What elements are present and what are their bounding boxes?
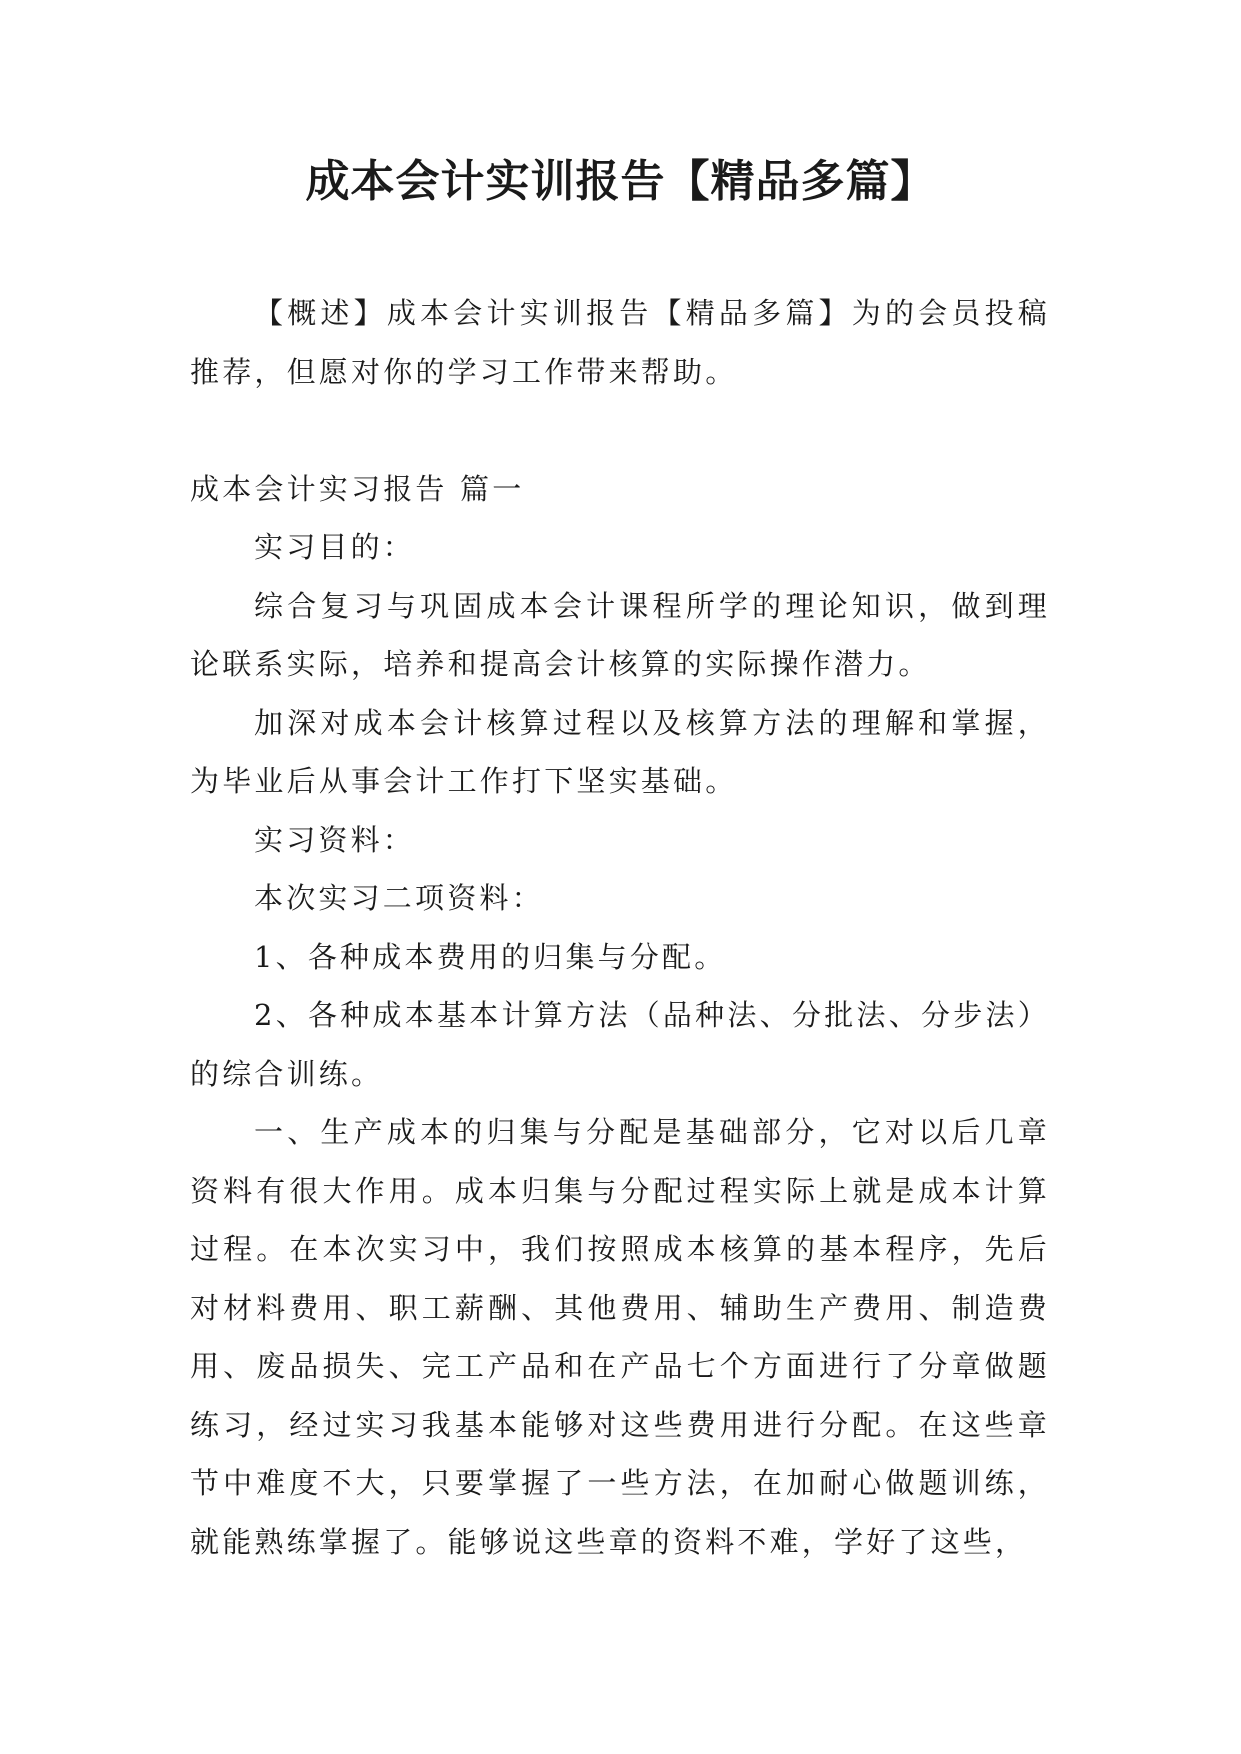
paragraph: 综合复习与巩固成本会计课程所学的理论知识，做到理论联系实际，培养和提高会计核算的实际操作潜力。 <box>190 588 1050 681</box>
paragraph: 1、各种成本费用的归集与分配。 <box>254 939 727 974</box>
paragraph: 实习目的： <box>254 530 416 564</box>
paragraph: 实习资料： <box>254 822 416 857</box>
summary-paragraph: 【概述】成本会计实训报告【精品多篇】为的会员投稿推荐，但愿对你的学习工作带来帮助。 <box>190 296 1050 389</box>
document-title: 成本会计实训报告【精品多篇】 <box>305 156 936 207</box>
paragraph: 2、各种成本基本计算方法（品种法、分批法、分步法）的综合训练。 <box>190 998 1050 1091</box>
section-heading: 成本会计实习报告 篇一 <box>190 471 525 506</box>
paragraph: 加深对成本会计核算过程以及核算方法的理解和掌握，为毕业后从事会计工作打下坚实基础。 <box>190 705 1050 798</box>
paragraph: 一、生产成本的归集与分配是基础部分，它对以后几章资料有很大作用。成本归集与分配过程实际上就是成本计算过程。在本次实习中，我们按照成本核算的基本程序，先后对材料费用、职工薪酬、其他费用、辅助生产费用、制造费用、废品损失、完工产品和在产品七个方面进行了分章做题练习，经过实习我基本能够对这些费用进行分配。在这些章节中难度不大，只要掌握了一些方法，在加耐心做题训练，就能熟练掌握了。能够说这些章的资料不难，学好了这些， <box>190 1115 1050 1559</box>
paragraph: 本次实习二项资料： <box>254 881 544 915</box>
document-body <box>190 284 1050 1571</box>
